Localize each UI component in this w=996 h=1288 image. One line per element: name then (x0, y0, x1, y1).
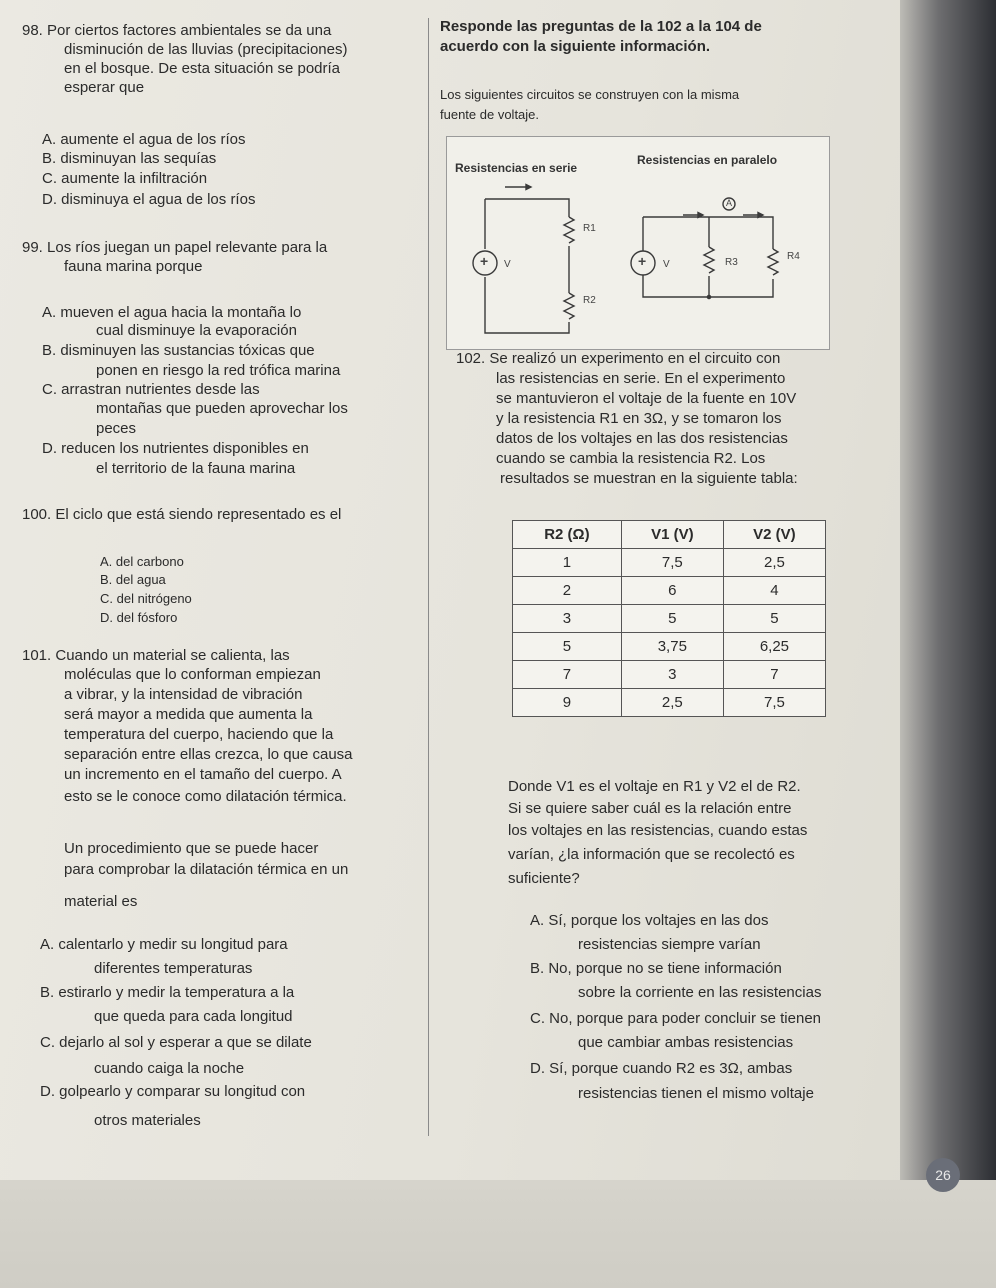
table-cell: 7,5 (723, 689, 825, 717)
q98-option-d: D. disminuya el agua de los ríos (42, 191, 256, 208)
label-r3: R3 (725, 257, 738, 268)
table-header-row (513, 521, 826, 549)
q102-option-b: sobre la corriente en las resistencias (578, 984, 822, 1001)
q102-text: los voltajes en las resistencias, cuando estas (508, 822, 808, 839)
q101-option-b: que queda para cada longitud (94, 1008, 293, 1025)
q102-option-a: resistencias siempre varían (578, 936, 761, 953)
q98-stem: 98. Por ciertos factores ambientales se da una (22, 22, 332, 39)
q99-option-a: A. mueven el agua hacia la montaña lo (42, 304, 302, 321)
label-v-series: V (504, 259, 511, 270)
table-cell: 5 (621, 605, 723, 633)
label-ammeter: A (726, 198, 733, 208)
q102-stem: 102. Se realizó un experimento en el circuito con (456, 350, 781, 367)
table-cell: 3 (621, 661, 723, 689)
plus-sign: + (638, 253, 647, 269)
q101-stem: moléculas que lo conforman empiezan (64, 666, 321, 683)
table-cell: 6 (621, 577, 723, 605)
table-cell: 2,5 (621, 689, 723, 717)
q102-option-d: resistencias tienen el mismo voltaje (578, 1085, 814, 1102)
q102-text: Donde V1 es el voltaje en R1 y V2 el de R2. (508, 778, 801, 795)
q101-stem: 101. Cuando un material se calienta, las (22, 647, 290, 664)
label-r4: R4 (787, 251, 800, 262)
q101-prompt: material es (64, 893, 138, 910)
table-cell: 7 (723, 661, 825, 689)
circuit-schematic (447, 137, 829, 349)
q100-stem: 100. El ciclo que está siendo representado es el (22, 506, 342, 523)
q101-prompt: para comprobar la dilatación térmica en un (64, 861, 349, 878)
q101-stem: un incremento en el tamaño del cuerpo. A (64, 766, 342, 783)
page-bottom-margin (0, 1180, 996, 1288)
voltage-data-table (512, 520, 826, 717)
q102-stem: datos de los voltajes en las dos resistencias (496, 430, 788, 447)
q101-stem: separación entre ellas crezca, lo que causa (64, 746, 353, 763)
table-row (513, 549, 826, 577)
q100-option-d: D. del fósforo (100, 610, 178, 625)
q100-option-b: B. del agua (100, 572, 166, 587)
table-header: R2 (Ω) (513, 521, 622, 549)
table-cell: 3,75 (621, 633, 723, 661)
intro-text: fuente de voltaje. (440, 107, 540, 122)
label-r1: R1 (583, 223, 596, 234)
q102-option-d: D. Sí, porque cuando R2 es 3Ω, ambas (530, 1060, 793, 1077)
table-header: V1 (V) (621, 521, 723, 549)
q102-text: suficiente? (508, 870, 580, 887)
table-cell: 7,5 (621, 549, 723, 577)
q99-option-d: D. reducen los nutrientes disponibles en (42, 440, 309, 457)
table-cell: 4 (723, 577, 825, 605)
q102-text: Si se quiere saber cuál es la relación entre (508, 800, 792, 817)
table-row (513, 689, 826, 717)
resistor-r4 (768, 249, 778, 275)
table-cell: 1 (513, 549, 622, 577)
q102-stem: y la resistencia R1 en 3Ω, y se tomaron los (496, 410, 782, 427)
q100-option-c: C. del nitrógeno (100, 591, 192, 606)
q102-text: varían, ¿la información que se recolectó es (508, 846, 795, 863)
label-r2: R2 (583, 295, 596, 306)
table-row (513, 661, 826, 689)
q100-option-a: A. del carbono (100, 554, 184, 569)
q98-option-a: A. aumente el agua de los ríos (42, 131, 246, 148)
q99-stem: 99. Los ríos juegan un papel relevante para la (22, 239, 328, 256)
table-cell: 9 (513, 689, 622, 717)
q101-option-c: cuando caiga la noche (94, 1060, 245, 1077)
table-cell: 6,25 (723, 633, 825, 661)
section-header: Responde las preguntas de la 102 a la 104 de (440, 18, 762, 35)
q101-option-d: D. golpearlo y comparar su longitud con (40, 1083, 306, 1100)
intro-text: Los siguientes circuitos se construyen con la misma (440, 87, 740, 102)
q99-option-c: C. arrastran nutrientes desde las (42, 381, 260, 398)
q102-stem: las resistencias en serie. En el experimento (496, 370, 786, 387)
table-row (513, 577, 826, 605)
q99-option-b: B. disminuyen las sustancias tóxicas que (42, 342, 315, 359)
page-number: 26 (926, 1158, 960, 1192)
q101-stem: esto se le conoce como dilatación térmica. (64, 788, 347, 805)
q98-stem: disminución de las lluvias (precipitaciones) (64, 41, 348, 58)
page-edge-shadow (900, 0, 996, 1288)
q99-option-c: montañas que pueden aprovechar los (96, 400, 348, 417)
plus-sign: + (480, 253, 489, 269)
circuit-diagrams (446, 136, 830, 350)
series-circuit-title: Resistencias en serie (455, 161, 578, 175)
q98-stem: en el bosque. De esta situación se podría (64, 60, 341, 77)
q101-option-a: A. calentarlo y medir su longitud para (40, 936, 288, 953)
table-row (513, 605, 826, 633)
q102-option-c: que cambiar ambas resistencias (578, 1034, 794, 1051)
table-header: V2 (V) (723, 521, 825, 549)
q99-option-d: el territorio de la fauna marina (96, 460, 296, 477)
table-cell: 3 (513, 605, 622, 633)
q101-option-b: B. estirarlo y medir la temperatura a la (40, 984, 295, 1001)
label-v-parallel: V (663, 259, 670, 270)
table-cell: 5 (723, 605, 825, 633)
q101-stem: temperatura del cuerpo, haciendo que la (64, 726, 334, 743)
q98-option-c: C. aumente la infiltración (42, 170, 208, 187)
table-cell: 2,5 (723, 549, 825, 577)
q98-stem: esperar que (64, 79, 145, 96)
table-cell: 7 (513, 661, 622, 689)
q98-option-b: B. disminuyan las sequías (42, 150, 217, 167)
resistor-r1 (564, 217, 574, 243)
table-cell: 2 (513, 577, 622, 605)
parallel-circuit-title: Resistencias en paralelo (637, 153, 778, 167)
q99-option-c: peces (96, 420, 137, 437)
resistor-r3 (704, 247, 714, 273)
q102-option-b: B. No, porque no se tiene información (530, 960, 782, 977)
q102-stem: se mantuvieron el voltaje de la fuente en 10V (496, 390, 797, 407)
table-row (513, 633, 826, 661)
table-cell: 5 (513, 633, 622, 661)
q102-option-c: C. No, porque para poder concluir se tienen (530, 1010, 822, 1027)
q101-prompt: Un procedimiento que se puede hacer (64, 840, 319, 857)
q101-option-c: C. dejarlo al sol y esperar a que se dilate (40, 1034, 312, 1051)
q99-option-b: ponen en riesgo la red trófica marina (96, 362, 341, 379)
q102-option-a: A. Sí, porque los voltajes en las dos (530, 912, 769, 929)
q101-option-a: diferentes temperaturas (94, 960, 253, 977)
q101-stem: será mayor a medida que aumenta la (64, 706, 313, 723)
q99-stem: fauna marina porque (64, 258, 203, 275)
q102-stem: cuando se cambia la resistencia R2. Los (496, 450, 766, 467)
section-header: acuerdo con la siguiente información. (440, 38, 711, 55)
resistor-r2 (564, 293, 574, 319)
q101-stem: a vibrar, y la intensidad de vibración (64, 686, 303, 703)
q101-option-d: otros materiales (94, 1112, 201, 1129)
q99-option-a: cual disminuye la evaporación (96, 322, 297, 339)
column-divider (428, 18, 429, 1136)
q102-stem: resultados se muestran en la siguiente tabla: (500, 470, 798, 487)
